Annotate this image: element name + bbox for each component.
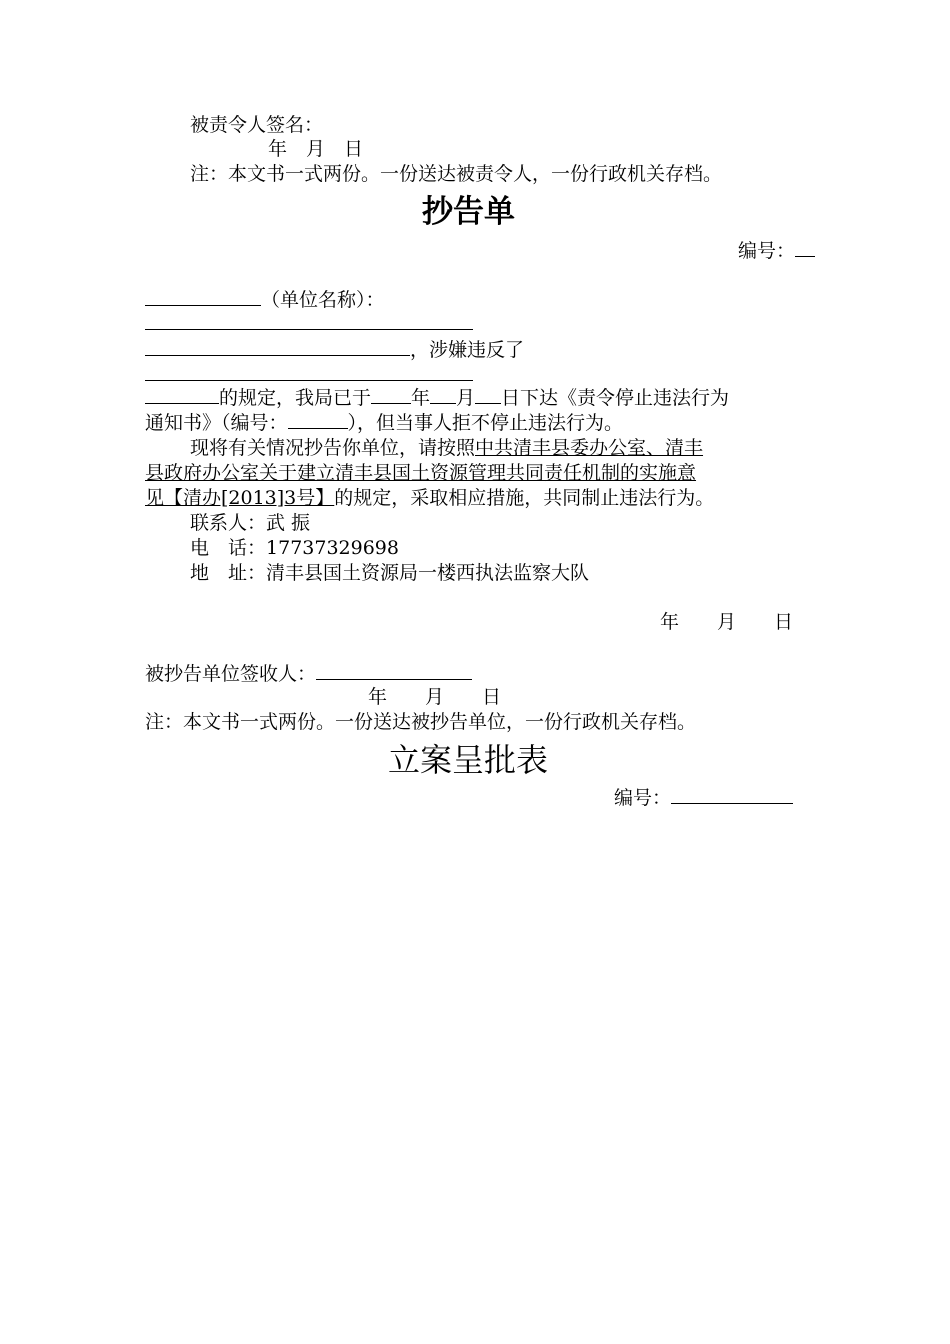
para-line-1 bbox=[190, 436, 703, 460]
unit-name-label: （单位名称）： bbox=[261, 289, 385, 311]
contact-line bbox=[190, 511, 310, 535]
regulation-blank bbox=[145, 385, 219, 404]
phone-value: 17737329698 bbox=[266, 537, 399, 559]
regulation-ref-2: 县政府办公室关于建立清丰县国土资源管理共同责任机制的实施意 bbox=[145, 462, 697, 484]
regulation-ref-1: 中共清丰县委办公室、清丰 bbox=[475, 437, 704, 459]
day-blank bbox=[475, 385, 501, 404]
order-text: 日下达《责令停止违法行为 bbox=[501, 387, 730, 409]
contact-value: 武 振 bbox=[266, 512, 311, 534]
notice-number bbox=[738, 238, 815, 263]
notice-number-label: 编号： bbox=[738, 240, 796, 262]
signature-label: 被责令人签名： bbox=[190, 114, 324, 136]
doc-number-blank bbox=[288, 410, 348, 429]
top-date-line: 年 月 日 bbox=[268, 138, 364, 160]
address-label: 地 址： bbox=[190, 562, 267, 584]
phone-line bbox=[190, 536, 399, 560]
month-label: 月 bbox=[456, 387, 476, 409]
notice-number-blank bbox=[795, 238, 815, 257]
top-note: 注：本文书一式两份。一份送达被责令人，一份行政机关存档。 bbox=[190, 163, 723, 185]
receiver-blank bbox=[316, 661, 472, 680]
notice-date-line: 年 月 日 bbox=[660, 611, 794, 633]
receiver-line bbox=[145, 661, 472, 686]
blank-line-1 bbox=[145, 329, 473, 330]
year-label: 年 bbox=[411, 387, 431, 409]
regulation-text: 的规定，我局已于 bbox=[219, 387, 372, 409]
approval-number bbox=[614, 785, 793, 810]
notice-number-line bbox=[145, 410, 623, 435]
notice-note: 注：本文书一式两份。一份送达被抄告单位，一份行政机关存档。 bbox=[145, 711, 697, 733]
contact-label: 联系人： bbox=[190, 512, 267, 534]
address-line bbox=[190, 561, 589, 585]
notice-doc-label: 通知书》（编号： bbox=[145, 412, 288, 434]
para-prefix: 现将有关情况抄告你单位，请按照 bbox=[190, 437, 476, 459]
receiver-label: 被抄告单位签收人： bbox=[145, 663, 317, 685]
address-value: 清丰县国土资源局一楼西执法监察大队 bbox=[266, 562, 590, 584]
unit-name-line bbox=[145, 287, 385, 312]
phone-label: 电 话： bbox=[190, 537, 267, 559]
para-line-3 bbox=[145, 486, 714, 510]
month-blank bbox=[430, 385, 456, 404]
refusal-text: ），但当事人拒不停止违法行为。 bbox=[347, 412, 624, 434]
approval-number-label: 编号： bbox=[614, 787, 672, 809]
para-suffix: 的规定，采取相应措施，共同制止违法行为。 bbox=[334, 487, 715, 509]
blank-line-2 bbox=[145, 380, 473, 381]
approval-title: 立案呈批表 bbox=[388, 741, 549, 779]
regulation-ref-3: 见【清办[2013]3号】 bbox=[145, 487, 335, 509]
approval-number-blank bbox=[671, 785, 793, 804]
notice-title: 抄告单 bbox=[422, 194, 515, 230]
suspect-blank bbox=[145, 337, 410, 356]
regulation-line bbox=[145, 385, 729, 410]
receiver-date-line: 年 月 日 bbox=[368, 686, 502, 708]
year-blank bbox=[371, 385, 411, 404]
unit-name-blank bbox=[145, 287, 261, 306]
suspect-text: ，涉嫌违反了 bbox=[410, 339, 525, 361]
suspect-line bbox=[145, 337, 524, 362]
